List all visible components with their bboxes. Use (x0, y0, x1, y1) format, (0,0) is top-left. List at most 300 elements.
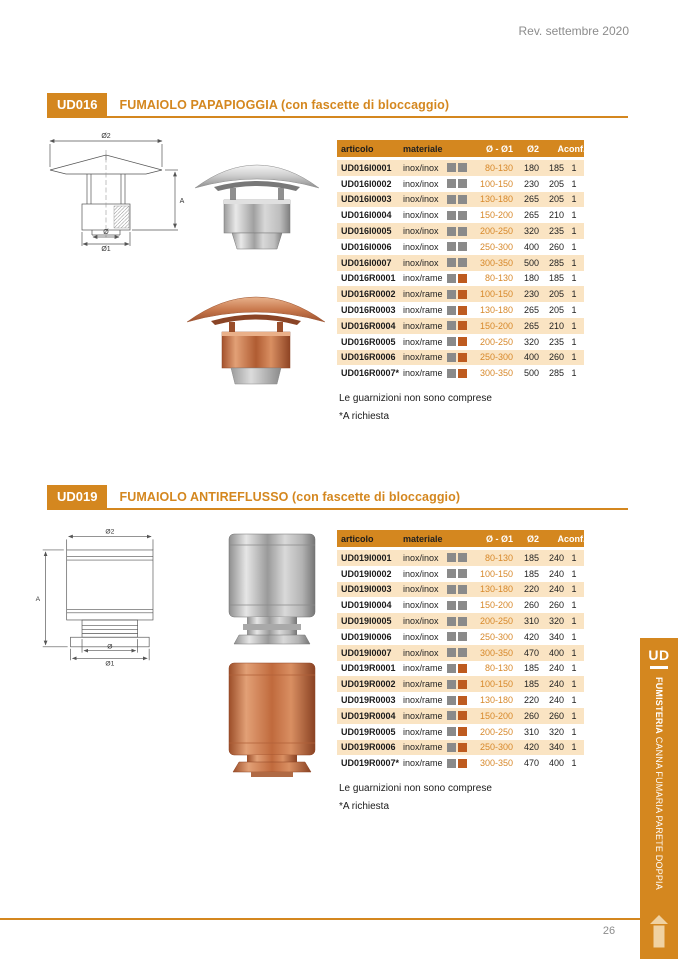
diameter-range: 130-180 (479, 194, 513, 205)
material-swatches (447, 290, 475, 299)
d2-value: 320 (523, 226, 539, 237)
material: inox/inox (403, 616, 439, 627)
material: inox/rame (403, 273, 443, 284)
article-code: UD019R0001 (341, 663, 396, 674)
table-row (337, 755, 584, 771)
note-on-request: *A richiesta (339, 800, 390, 812)
steel-swatch-icon (447, 306, 456, 315)
material-swatches (447, 727, 475, 736)
article-code: UD019R0006 (341, 742, 396, 753)
note-on-request: *A richiesta (339, 410, 390, 422)
section-code-badge: UD019 (47, 485, 107, 508)
col-header-articolo: articolo (341, 533, 374, 544)
d2-value: 180 (523, 273, 539, 284)
diameter-range: 130-180 (479, 695, 513, 706)
product-table-ud019 (337, 530, 584, 815)
d2-value: 265 (523, 194, 539, 205)
material-swatch-icon (458, 664, 467, 673)
table-row (337, 207, 584, 223)
steel-swatch-icon (447, 648, 456, 657)
table-row (337, 724, 584, 740)
table-notes (337, 390, 584, 425)
section-header-ud019 (47, 485, 460, 508)
a-value: 260 (548, 241, 564, 252)
material-swatches (447, 743, 475, 752)
conf-value: 1 (571, 742, 577, 753)
material-swatch-icon (458, 195, 467, 204)
article-code: UD016I0005 (341, 226, 392, 237)
article-code: UD019I0005 (341, 616, 392, 627)
conf-value: 1 (571, 210, 577, 221)
material-swatches (447, 211, 475, 220)
a-value: 240 (548, 663, 564, 674)
conf-value: 1 (571, 194, 577, 205)
material-swatches (447, 617, 475, 626)
table-row (337, 365, 584, 381)
d2-value: 400 (523, 241, 539, 252)
a-value: 285 (548, 368, 564, 379)
material-swatch-icon (458, 743, 467, 752)
material-swatch-icon (458, 163, 467, 172)
table-row (337, 661, 584, 677)
section-underline (47, 508, 628, 510)
section-underline (47, 116, 628, 118)
material-swatches (447, 274, 475, 283)
a-value: 260 (548, 600, 564, 611)
conf-value: 1 (571, 241, 577, 252)
article-code: UD019R0002 (341, 679, 396, 690)
material-swatches (447, 585, 475, 594)
conf-value: 1 (571, 257, 577, 268)
article-code: UD016R0007* (341, 368, 400, 379)
d2-value: 185 (523, 663, 539, 674)
col-header-a: A (557, 143, 564, 154)
d2-value: 400 (523, 352, 539, 363)
steel-swatch-icon (447, 617, 456, 626)
article-code: UD016I0001 (341, 162, 392, 173)
material-swatch-icon (458, 727, 467, 736)
conf-value: 1 (571, 616, 577, 627)
material: inox/rame (403, 710, 443, 721)
table-header-row (337, 530, 584, 547)
material-swatches (447, 163, 475, 172)
diameter-range: 200-250 (479, 726, 513, 737)
material: inox/rame (403, 726, 443, 737)
steel-swatch-icon (447, 179, 456, 188)
a-value: 210 (548, 210, 564, 221)
conf-value: 1 (571, 695, 577, 706)
d2-value: 500 (523, 257, 539, 268)
dim-label-d1: Ø1 (101, 246, 111, 252)
steel-swatch-icon (447, 743, 456, 752)
material-swatch-icon (458, 306, 467, 315)
material-swatches (447, 711, 475, 720)
table-row (337, 740, 584, 756)
material-swatches (447, 195, 475, 204)
table-row (337, 676, 584, 692)
article-code: UD016R0004 (341, 320, 396, 331)
col-header-materiale: materiale (403, 533, 443, 544)
dim-label-d1: Ø1 (105, 660, 115, 666)
material-swatch-icon (458, 242, 467, 251)
technical-drawing-rain-cap (30, 130, 188, 252)
diameter-range: 300-350 (479, 368, 513, 379)
steel-swatch-icon (447, 664, 456, 673)
dim-label-d: Ø (107, 643, 113, 651)
table-row (337, 271, 584, 287)
table-row (337, 708, 584, 724)
a-value: 210 (548, 320, 564, 331)
material-swatch-icon (458, 601, 467, 610)
a-value: 400 (548, 647, 564, 658)
material-swatches (447, 601, 475, 610)
article-code: UD019I0003 (341, 584, 392, 595)
d2-value: 260 (523, 600, 539, 611)
page-number: 26 (602, 925, 616, 937)
dim-label-d2: Ø2 (101, 133, 111, 140)
material-swatch-icon (458, 321, 467, 330)
col-header-conf: conf. (564, 143, 586, 154)
material: inox/rame (403, 663, 443, 674)
col-header-d2: Ø2 (526, 143, 539, 154)
material: inox/inox (403, 194, 439, 205)
material: inox/rame (403, 679, 443, 690)
steel-swatch-icon (447, 195, 456, 204)
material-swatches (447, 306, 475, 315)
technical-drawing-antireflux (30, 526, 182, 666)
conf-value: 1 (571, 552, 577, 563)
material-swatches (447, 242, 475, 251)
a-value: 260 (548, 710, 564, 721)
dim-label-a: A (35, 595, 41, 603)
steel-swatch-icon (447, 163, 456, 172)
a-value: 240 (548, 695, 564, 706)
steel-swatch-icon (447, 696, 456, 705)
material-swatch-icon (458, 617, 467, 626)
material: inox/rame (403, 742, 443, 753)
d2-value: 185 (523, 568, 539, 579)
a-value: 205 (548, 194, 564, 205)
section-code-badge: UD016 (47, 93, 107, 116)
section-title: FUMAIOLO PAPAPIOGGIA (con fascette di bloccaggio) (119, 97, 450, 112)
material: inox/inox (403, 647, 439, 658)
col-header-d-d1: Ø - Ø1 (485, 143, 513, 154)
steel-swatch-icon (447, 553, 456, 562)
conf-value: 1 (571, 305, 577, 316)
revision-date: Rev. settembre 2020 (518, 24, 629, 38)
d2-value: 470 (523, 758, 539, 769)
table-row (337, 302, 584, 318)
material-swatches (447, 680, 475, 689)
steel-swatch-icon (447, 585, 456, 594)
note-gaskets: Le guarnizioni non sono comprese (339, 783, 492, 795)
conf-value: 1 (571, 758, 577, 769)
d2-value: 265 (523, 305, 539, 316)
table-row (337, 192, 584, 208)
table-row (337, 176, 584, 192)
d2-value: 320 (523, 336, 539, 347)
article-code: UD019I0007 (341, 647, 392, 658)
steel-swatch-icon (447, 369, 456, 378)
table-row (337, 645, 584, 661)
steel-swatch-icon (447, 601, 456, 610)
material: inox/inox (403, 552, 439, 563)
material-swatch-icon (458, 369, 467, 378)
a-value: 240 (548, 568, 564, 579)
table-row (337, 613, 584, 629)
article-code: UD016R0001 (341, 273, 396, 284)
material-swatch-icon (458, 696, 467, 705)
conf-value: 1 (571, 710, 577, 721)
steel-swatch-icon (447, 727, 456, 736)
material: inox/inox (403, 210, 439, 221)
material-swatch-icon (458, 569, 467, 578)
material-swatch-icon (458, 648, 467, 657)
a-value: 240 (548, 679, 564, 690)
article-code: UD016I0003 (341, 194, 392, 205)
chimney-icon (648, 913, 670, 949)
material-swatches (447, 227, 475, 236)
diameter-range: 300-350 (479, 647, 513, 658)
diameter-range: 250-300 (479, 742, 513, 753)
d2-value: 420 (523, 742, 539, 753)
material: inox/inox (403, 584, 439, 595)
diameter-range: 150-200 (479, 600, 513, 611)
article-code: UD016R0006 (341, 352, 396, 363)
table-row (337, 160, 584, 176)
steel-swatch-icon (447, 274, 456, 283)
table-row (337, 255, 584, 271)
diameter-range: 150-200 (479, 320, 513, 331)
material-swatches (447, 569, 475, 578)
drawing-lines (50, 141, 178, 246)
conf-value: 1 (571, 726, 577, 737)
a-value: 260 (548, 352, 564, 363)
drawing-lines (43, 537, 153, 661)
material-swatch-icon (458, 759, 467, 768)
article-code: UD016R0003 (341, 305, 396, 316)
conf-value: 1 (571, 289, 577, 300)
conf-value: 1 (571, 663, 577, 674)
material: inox/inox (403, 241, 439, 252)
section-header-ud016 (47, 93, 449, 116)
material-swatch-icon (458, 290, 467, 299)
a-value: 400 (548, 758, 564, 769)
diameter-range: 80-130 (484, 552, 513, 563)
material-swatches (447, 369, 475, 378)
a-value: 320 (548, 616, 564, 627)
diameter-range: 250-300 (479, 631, 513, 642)
category-name: CANNA FUMARIA PARETE DOPPIA (654, 736, 664, 890)
a-value: 240 (548, 584, 564, 595)
d2-value: 185 (523, 552, 539, 563)
material: inox/inox (403, 162, 439, 173)
material-swatches (447, 648, 475, 657)
table-body (337, 550, 584, 771)
d2-value: 180 (523, 162, 539, 173)
steel-swatch-icon (447, 711, 456, 720)
material-swatch-icon (458, 274, 467, 283)
product-photo-inox-rain-cap (192, 141, 322, 261)
diameter-range: 80-130 (484, 162, 513, 173)
conf-value: 1 (571, 336, 577, 347)
diameter-range: 100-150 (479, 679, 513, 690)
article-code: UD016I0007 (341, 257, 392, 268)
diameter-range: 200-250 (479, 616, 513, 627)
material-swatch-icon (458, 711, 467, 720)
diameter-range: 150-200 (479, 710, 513, 721)
a-value: 205 (548, 178, 564, 189)
product-table-ud016 (337, 140, 584, 425)
article-code: UD019R0005 (341, 726, 396, 737)
d2-value: 265 (523, 320, 539, 331)
diameter-range: 80-130 (484, 663, 513, 674)
steel-swatch-icon (447, 258, 456, 267)
steel-swatch-icon (447, 759, 456, 768)
side-tab-divider (650, 666, 668, 669)
material-swatch-icon (458, 680, 467, 689)
d2-value: 230 (523, 289, 539, 300)
steel-swatch-icon (447, 321, 456, 330)
table-row (337, 350, 584, 366)
diameter-range: 250-300 (479, 241, 513, 252)
d2-value: 220 (523, 584, 539, 595)
table-row (337, 582, 584, 598)
material-swatch-icon (458, 258, 467, 267)
product-photo-inox-antireflux (221, 531, 323, 653)
article-code: UD016I0006 (341, 241, 392, 252)
material-swatches (447, 337, 475, 346)
table-row (337, 692, 584, 708)
conf-value: 1 (571, 162, 577, 173)
article-code: UD019R0007* (341, 758, 400, 769)
material: inox/inox (403, 257, 439, 268)
a-value: 240 (548, 552, 564, 563)
conf-value: 1 (571, 273, 577, 284)
d2-value: 260 (523, 710, 539, 721)
material-swatch-icon (458, 211, 467, 220)
note-gaskets: Le guarnizioni non sono comprese (339, 393, 492, 405)
a-value: 205 (548, 289, 564, 300)
brand-name: FUMISTERIA (654, 676, 664, 734)
conf-value: 1 (571, 178, 577, 189)
diameter-range: 200-250 (479, 336, 513, 347)
a-value: 285 (548, 257, 564, 268)
diameter-range: 100-150 (479, 178, 513, 189)
table-row (337, 334, 584, 350)
d2-value: 265 (523, 210, 539, 221)
material-swatches (447, 759, 475, 768)
a-value: 235 (548, 336, 564, 347)
steel-swatch-icon (447, 680, 456, 689)
steel-swatch-icon (447, 211, 456, 220)
steel-swatch-icon (447, 632, 456, 641)
diameter-range: 250-300 (479, 352, 513, 363)
steel-swatch-icon (447, 569, 456, 578)
dim-label-d2: Ø2 (105, 528, 115, 536)
article-code: UD019I0004 (341, 600, 392, 611)
col-header-conf: conf. (564, 533, 586, 544)
material-swatch-icon (458, 585, 467, 594)
side-tab-code: UD (648, 647, 670, 663)
material: inox/inox (403, 600, 439, 611)
material-swatches (447, 664, 475, 673)
conf-value: 1 (571, 600, 577, 611)
d2-value: 220 (523, 695, 539, 706)
steel-swatch-icon (447, 227, 456, 236)
material-swatch-icon (458, 553, 467, 562)
d2-value: 470 (523, 647, 539, 658)
material-swatch-icon (458, 632, 467, 641)
d2-value: 310 (523, 616, 539, 627)
a-value: 205 (548, 305, 564, 316)
diameter-range: 200-250 (479, 226, 513, 237)
material: inox/rame (403, 320, 443, 331)
diameter-range: 80-130 (484, 273, 513, 284)
dim-label-a: A (179, 198, 185, 205)
table-header-row (337, 140, 584, 157)
article-code: UD019I0001 (341, 552, 392, 563)
material: inox/inox (403, 568, 439, 579)
table-row (337, 318, 584, 334)
material-swatches (447, 696, 475, 705)
d2-value: 185 (523, 679, 539, 690)
material-swatches (447, 321, 475, 330)
material: inox/rame (403, 336, 443, 347)
article-code: UD019I0006 (341, 631, 392, 642)
col-header-d2: Ø2 (526, 533, 539, 544)
diameter-range: 100-150 (479, 289, 513, 300)
col-header-materiale: materiale (403, 143, 443, 154)
article-code: UD016R0005 (341, 336, 396, 347)
d2-value: 310 (523, 726, 539, 737)
d2-value: 500 (523, 368, 539, 379)
dim-label-d: Ø (103, 229, 109, 236)
table-row (337, 629, 584, 645)
diameter-range: 130-180 (479, 305, 513, 316)
article-code: UD019R0004 (341, 710, 396, 721)
material: inox/rame (403, 289, 443, 300)
diameter-range: 300-350 (479, 257, 513, 268)
material-swatch-icon (458, 337, 467, 346)
a-value: 320 (548, 726, 564, 737)
table-row (337, 223, 584, 239)
col-header-articolo: articolo (341, 143, 374, 154)
article-code: UD016I0004 (341, 210, 392, 221)
side-tab-category (640, 638, 678, 959)
diameter-range: 130-180 (479, 584, 513, 595)
d2-value: 230 (523, 178, 539, 189)
material: inox/inox (403, 178, 439, 189)
material: inox/rame (403, 352, 443, 363)
product-photo-copper-rain-cap (185, 270, 327, 392)
steel-swatch-icon (447, 242, 456, 251)
table-row (337, 566, 584, 582)
article-code: UD016R0002 (341, 289, 396, 300)
article-code: UD016I0002 (341, 178, 392, 189)
footer-rule (0, 918, 640, 920)
material-swatch-icon (458, 227, 467, 236)
table-row (337, 239, 584, 255)
diameter-range: 100-150 (479, 568, 513, 579)
steel-swatch-icon (447, 290, 456, 299)
material: inox/inox (403, 631, 439, 642)
conf-value: 1 (571, 368, 577, 379)
a-value: 185 (548, 162, 564, 173)
product-photo-copper-antireflux (221, 660, 323, 787)
side-tab-label (654, 677, 664, 890)
article-code: UD019R0003 (341, 695, 396, 706)
